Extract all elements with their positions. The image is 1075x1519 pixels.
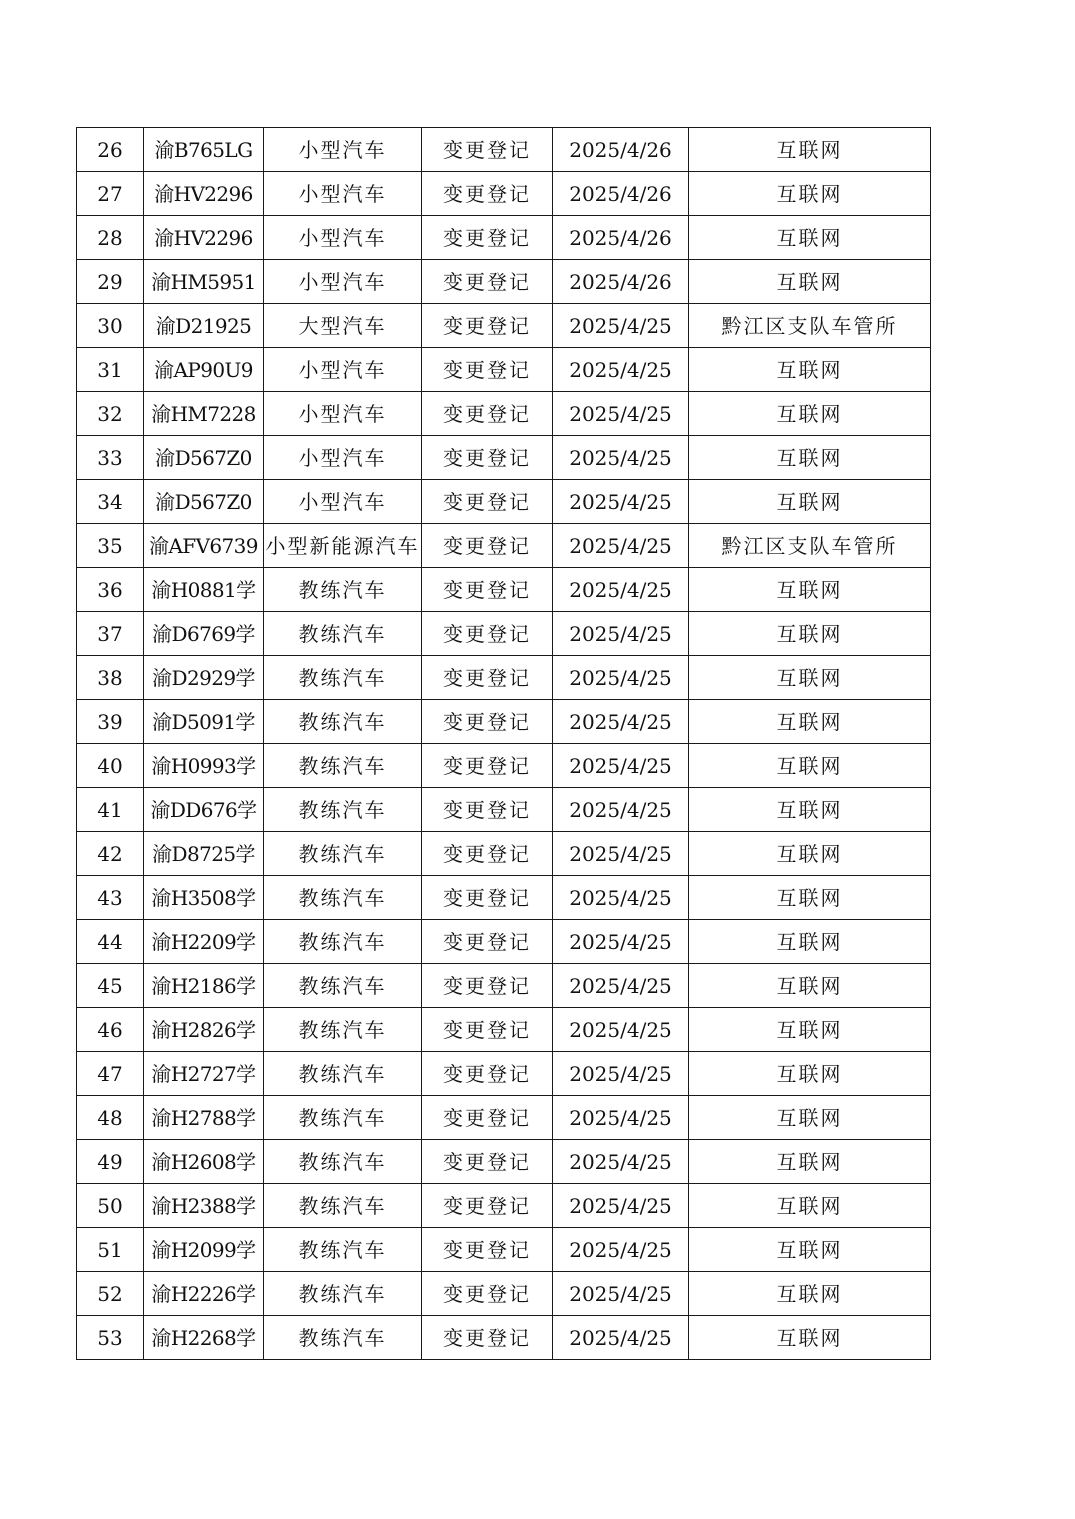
cell-vehicle-type: 教练汽车 <box>264 568 422 612</box>
cell-business-type: 变更登记 <box>422 1096 553 1140</box>
cell-date: 2025/4/25 <box>553 348 689 392</box>
cell-plate-number: 渝DD676学 <box>144 788 264 832</box>
table-row <box>77 1316 931 1360</box>
cell-business-type: 变更登记 <box>422 524 553 568</box>
cell-serial-number: 42 <box>77 832 144 876</box>
table-row <box>77 1140 931 1184</box>
cell-handling-office: 互联网 <box>689 832 931 876</box>
cell-handling-office: 互联网 <box>689 744 931 788</box>
cell-business-type: 变更登记 <box>422 216 553 260</box>
cell-handling-office: 互联网 <box>689 216 931 260</box>
cell-plate-number: 渝H2826学 <box>144 1008 264 1052</box>
cell-serial-number: 47 <box>77 1052 144 1096</box>
cell-date: 2025/4/25 <box>553 304 689 348</box>
table-row <box>77 568 931 612</box>
cell-business-type: 变更登记 <box>422 964 553 1008</box>
table-row <box>77 788 931 832</box>
cell-vehicle-type: 大型汽车 <box>264 304 422 348</box>
cell-date: 2025/4/25 <box>553 876 689 920</box>
cell-serial-number: 48 <box>77 1096 144 1140</box>
cell-plate-number: 渝AP90U9 <box>144 348 264 392</box>
cell-date: 2025/4/25 <box>553 1316 689 1360</box>
cell-plate-number: 渝D8725学 <box>144 832 264 876</box>
cell-vehicle-type: 教练汽车 <box>264 700 422 744</box>
cell-plate-number: 渝HM5951 <box>144 260 264 304</box>
table-row <box>77 348 931 392</box>
cell-business-type: 变更登记 <box>422 612 553 656</box>
table-row <box>77 524 931 568</box>
cell-date: 2025/4/25 <box>553 788 689 832</box>
cell-business-type: 变更登记 <box>422 1140 553 1184</box>
cell-handling-office: 互联网 <box>689 964 931 1008</box>
cell-business-type: 变更登记 <box>422 920 553 964</box>
cell-business-type: 变更登记 <box>422 656 553 700</box>
cell-business-type: 变更登记 <box>422 392 553 436</box>
cell-plate-number: 渝HV2296 <box>144 172 264 216</box>
cell-vehicle-type: 小型汽车 <box>264 348 422 392</box>
cell-handling-office: 互联网 <box>689 788 931 832</box>
cell-handling-office: 互联网 <box>689 612 931 656</box>
table-row <box>77 172 931 216</box>
cell-vehicle-type: 小型汽车 <box>264 436 422 480</box>
table-row <box>77 744 931 788</box>
table-row <box>77 1272 931 1316</box>
cell-serial-number: 53 <box>77 1316 144 1360</box>
cell-date: 2025/4/26 <box>553 260 689 304</box>
cell-plate-number: 渝D2929学 <box>144 656 264 700</box>
cell-handling-office: 互联网 <box>689 876 931 920</box>
cell-handling-office: 互联网 <box>689 260 931 304</box>
cell-date: 2025/4/25 <box>553 436 689 480</box>
cell-plate-number: 渝H2268学 <box>144 1316 264 1360</box>
cell-business-type: 变更登记 <box>422 260 553 304</box>
cell-business-type: 变更登记 <box>422 832 553 876</box>
table-row <box>77 1184 931 1228</box>
cell-vehicle-type: 小型汽车 <box>264 128 422 172</box>
cell-handling-office: 互联网 <box>689 1272 931 1316</box>
cell-date: 2025/4/25 <box>553 1008 689 1052</box>
cell-handling-office: 互联网 <box>689 1096 931 1140</box>
table-row <box>77 964 931 1008</box>
cell-vehicle-type: 教练汽车 <box>264 656 422 700</box>
cell-vehicle-type: 教练汽车 <box>264 832 422 876</box>
cell-serial-number: 34 <box>77 480 144 524</box>
cell-vehicle-type: 小型汽车 <box>264 260 422 304</box>
cell-plate-number: 渝H2388学 <box>144 1184 264 1228</box>
cell-date: 2025/4/25 <box>553 612 689 656</box>
cell-vehicle-type: 教练汽车 <box>264 964 422 1008</box>
cell-serial-number: 52 <box>77 1272 144 1316</box>
table-row <box>77 216 931 260</box>
cell-handling-office: 互联网 <box>689 172 931 216</box>
cell-serial-number: 38 <box>77 656 144 700</box>
cell-business-type: 变更登记 <box>422 1052 553 1096</box>
cell-serial-number: 43 <box>77 876 144 920</box>
cell-business-type: 变更登记 <box>422 700 553 744</box>
cell-vehicle-type: 教练汽车 <box>264 1272 422 1316</box>
cell-handling-office: 互联网 <box>689 1140 931 1184</box>
table-row <box>77 700 931 744</box>
cell-handling-office: 互联网 <box>689 1316 931 1360</box>
cell-vehicle-type: 小型新能源汽车 <box>264 524 422 568</box>
cell-handling-office: 互联网 <box>689 1228 931 1272</box>
cell-date: 2025/4/25 <box>553 964 689 1008</box>
table-row <box>77 304 931 348</box>
cell-handling-office: 互联网 <box>689 392 931 436</box>
cell-handling-office: 互联网 <box>689 436 931 480</box>
cell-plate-number: 渝D567Z0 <box>144 436 264 480</box>
cell-plate-number: 渝H2727学 <box>144 1052 264 1096</box>
cell-date: 2025/4/25 <box>553 392 689 436</box>
cell-serial-number: 40 <box>77 744 144 788</box>
cell-serial-number: 37 <box>77 612 144 656</box>
cell-vehicle-type: 教练汽车 <box>264 1184 422 1228</box>
cell-business-type: 变更登记 <box>422 436 553 480</box>
cell-plate-number: 渝H0993学 <box>144 744 264 788</box>
cell-serial-number: 46 <box>77 1008 144 1052</box>
cell-vehicle-type: 教练汽车 <box>264 1008 422 1052</box>
cell-vehicle-type: 教练汽车 <box>264 788 422 832</box>
cell-vehicle-type: 小型汽车 <box>264 216 422 260</box>
cell-date: 2025/4/26 <box>553 216 689 260</box>
cell-plate-number: 渝H2209学 <box>144 920 264 964</box>
table-body <box>77 128 931 1360</box>
cell-date: 2025/4/25 <box>553 700 689 744</box>
table-row <box>77 480 931 524</box>
cell-date: 2025/4/25 <box>553 1140 689 1184</box>
table-row <box>77 920 931 964</box>
table-row <box>77 1096 931 1140</box>
cell-serial-number: 39 <box>77 700 144 744</box>
cell-vehicle-type: 小型汽车 <box>264 392 422 436</box>
cell-serial-number: 51 <box>77 1228 144 1272</box>
cell-date: 2025/4/25 <box>553 524 689 568</box>
cell-plate-number: 渝AFV6739 <box>144 524 264 568</box>
cell-business-type: 变更登记 <box>422 876 553 920</box>
table-row <box>77 260 931 304</box>
cell-serial-number: 29 <box>77 260 144 304</box>
cell-serial-number: 28 <box>77 216 144 260</box>
cell-handling-office: 黔江区支队车管所 <box>689 304 931 348</box>
cell-handling-office: 互联网 <box>689 920 931 964</box>
cell-handling-office: 互联网 <box>689 700 931 744</box>
cell-date: 2025/4/25 <box>553 832 689 876</box>
cell-vehicle-type: 教练汽车 <box>264 1052 422 1096</box>
cell-plate-number: 渝H2226学 <box>144 1272 264 1316</box>
cell-plate-number: 渝HV2296 <box>144 216 264 260</box>
cell-date: 2025/4/26 <box>553 128 689 172</box>
cell-vehicle-type: 教练汽车 <box>264 612 422 656</box>
cell-plate-number: 渝H0881学 <box>144 568 264 612</box>
cell-serial-number: 41 <box>77 788 144 832</box>
cell-plate-number: 渝D6769学 <box>144 612 264 656</box>
cell-vehicle-type: 教练汽车 <box>264 744 422 788</box>
table-row <box>77 656 931 700</box>
cell-vehicle-type: 教练汽车 <box>264 1096 422 1140</box>
cell-vehicle-type: 教练汽车 <box>264 1140 422 1184</box>
cell-plate-number: 渝H3508学 <box>144 876 264 920</box>
cell-plate-number: 渝D567Z0 <box>144 480 264 524</box>
cell-serial-number: 31 <box>77 348 144 392</box>
table-row <box>77 392 931 436</box>
cell-date: 2025/4/25 <box>553 1052 689 1096</box>
table-row <box>77 832 931 876</box>
table-row <box>77 128 931 172</box>
cell-serial-number: 50 <box>77 1184 144 1228</box>
cell-plate-number: 渝H2788学 <box>144 1096 264 1140</box>
cell-date: 2025/4/25 <box>553 744 689 788</box>
cell-handling-office: 黔江区支队车管所 <box>689 524 931 568</box>
cell-serial-number: 32 <box>77 392 144 436</box>
cell-date: 2025/4/25 <box>553 480 689 524</box>
cell-business-type: 变更登记 <box>422 128 553 172</box>
cell-plate-number: 渝D5091学 <box>144 700 264 744</box>
cell-serial-number: 44 <box>77 920 144 964</box>
cell-serial-number: 35 <box>77 524 144 568</box>
cell-business-type: 变更登记 <box>422 1008 553 1052</box>
cell-serial-number: 49 <box>77 1140 144 1184</box>
cell-vehicle-type: 小型汽车 <box>264 172 422 216</box>
cell-business-type: 变更登记 <box>422 1184 553 1228</box>
cell-business-type: 变更登记 <box>422 1316 553 1360</box>
cell-business-type: 变更登记 <box>422 304 553 348</box>
cell-plate-number: 渝H2099学 <box>144 1228 264 1272</box>
cell-vehicle-type: 小型汽车 <box>264 480 422 524</box>
cell-plate-number: 渝D21925 <box>144 304 264 348</box>
cell-business-type: 变更登记 <box>422 172 553 216</box>
cell-date: 2025/4/25 <box>553 920 689 964</box>
cell-business-type: 变更登记 <box>422 1272 553 1316</box>
cell-date: 2025/4/25 <box>553 568 689 612</box>
table-row <box>77 876 931 920</box>
cell-handling-office: 互联网 <box>689 656 931 700</box>
cell-serial-number: 30 <box>77 304 144 348</box>
cell-serial-number: 27 <box>77 172 144 216</box>
cell-handling-office: 互联网 <box>689 568 931 612</box>
vehicle-record-table <box>76 127 931 1360</box>
cell-date: 2025/4/25 <box>553 656 689 700</box>
cell-date: 2025/4/26 <box>553 172 689 216</box>
cell-date: 2025/4/25 <box>553 1228 689 1272</box>
table-row <box>77 1052 931 1096</box>
cell-date: 2025/4/25 <box>553 1096 689 1140</box>
table-row <box>77 1008 931 1052</box>
cell-handling-office: 互联网 <box>689 348 931 392</box>
table-row <box>77 612 931 656</box>
cell-plate-number: 渝B765LG <box>144 128 264 172</box>
table-row <box>77 436 931 480</box>
cell-business-type: 变更登记 <box>422 480 553 524</box>
cell-handling-office: 互联网 <box>689 1052 931 1096</box>
cell-date: 2025/4/25 <box>553 1184 689 1228</box>
cell-serial-number: 26 <box>77 128 144 172</box>
cell-vehicle-type: 教练汽车 <box>264 1316 422 1360</box>
cell-business-type: 变更登记 <box>422 744 553 788</box>
cell-business-type: 变更登记 <box>422 1228 553 1272</box>
cell-handling-office: 互联网 <box>689 480 931 524</box>
cell-serial-number: 33 <box>77 436 144 480</box>
cell-serial-number: 45 <box>77 964 144 1008</box>
cell-business-type: 变更登记 <box>422 568 553 612</box>
cell-vehicle-type: 教练汽车 <box>264 920 422 964</box>
cell-handling-office: 互联网 <box>689 1184 931 1228</box>
cell-plate-number: 渝H2186学 <box>144 964 264 1008</box>
cell-handling-office: 互联网 <box>689 128 931 172</box>
cell-date: 2025/4/25 <box>553 1272 689 1316</box>
cell-business-type: 变更登记 <box>422 348 553 392</box>
cell-business-type: 变更登记 <box>422 788 553 832</box>
cell-handling-office: 互联网 <box>689 1008 931 1052</box>
cell-plate-number: 渝HM7228 <box>144 392 264 436</box>
table-row <box>77 1228 931 1272</box>
cell-plate-number: 渝H2608学 <box>144 1140 264 1184</box>
cell-vehicle-type: 教练汽车 <box>264 876 422 920</box>
cell-serial-number: 36 <box>77 568 144 612</box>
cell-vehicle-type: 教练汽车 <box>264 1228 422 1272</box>
